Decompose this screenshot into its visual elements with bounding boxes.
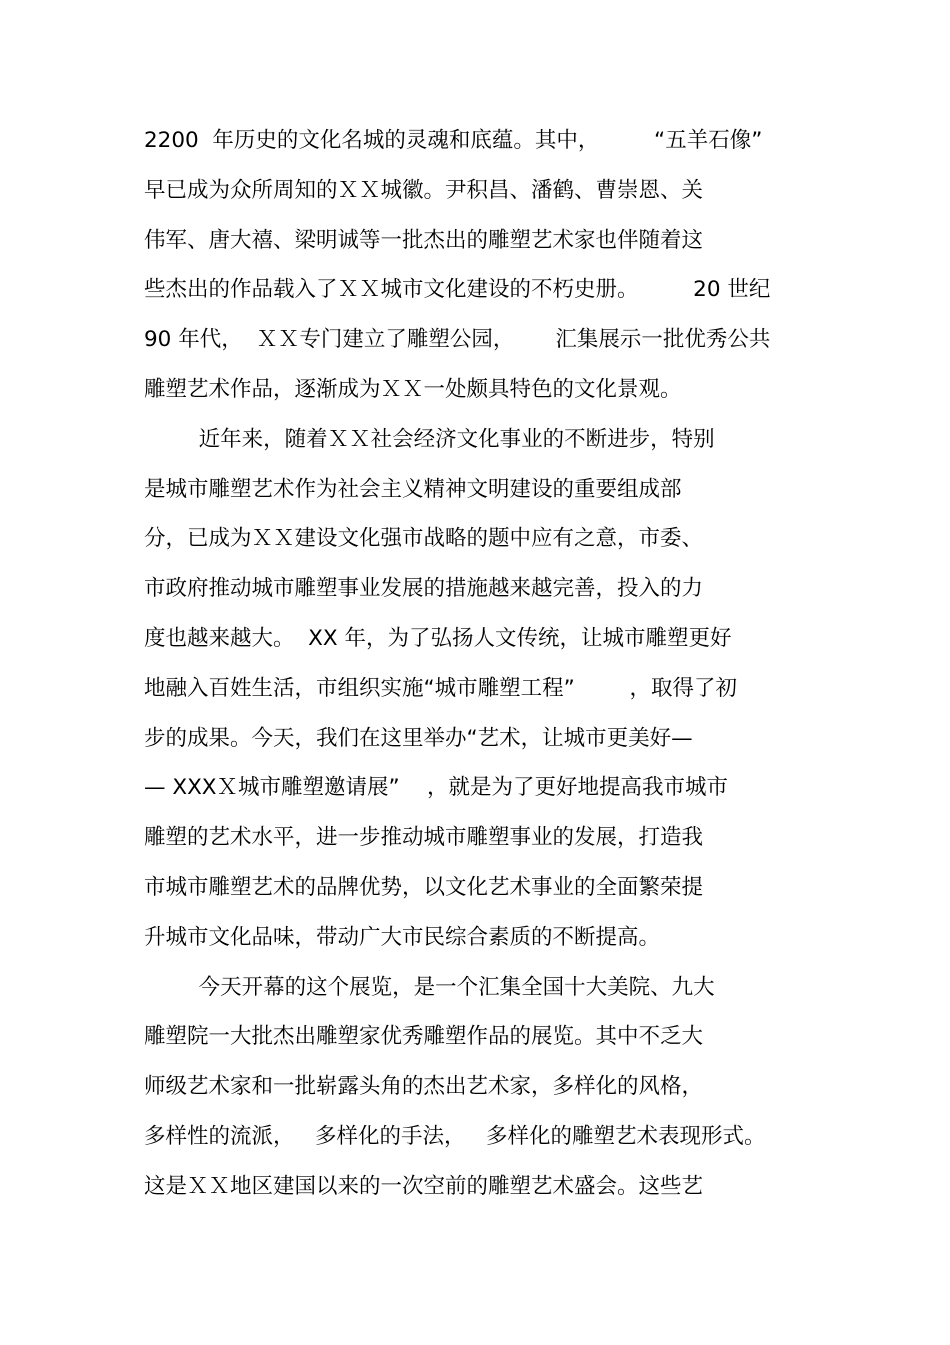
text-line: 2200 年历史的文化名城的灵魂和底蕴。其中， “五羊石像” [144,128,763,153]
text-line: 些杰出的作品载入了ＸＸ城市文化建设的不朽史册。 20 世纪 [144,277,771,303]
text-line: 地融入百姓生活，市组织实施“城市雕塑工程” ，取得了初 [144,675,737,701]
text-line: 90 年代， ＸＸ专门建立了雕塑公园， 汇集展示一批优秀公共 [144,327,771,353]
text-line: 多样性的流派， 多样化的手法， 多样化的雕塑艺术表现形式。 [144,1123,766,1149]
text-line: 市城市雕塑艺术的品牌优势，以文化艺术事业的全面繁荣提 [144,874,704,900]
document-body [144,116,824,1212]
text-line: 雕塑艺术作品，逐渐成为ＸＸ一处颇具特色的文化景观。 [144,376,682,402]
text-line: 度也越来越大。 XX 年，为了弘扬人文传统，让城市雕塑更好 [144,625,732,651]
text-line: 早已成为众所周知的ＸＸ城徽。尹积昌、潘鹤、曹崇恩、关 [144,177,704,203]
text-line: 伟军、唐大禧、梁明诚等一批杰出的雕塑艺术家也伴随着这 [144,227,704,253]
text-line: 分，已成为ＸＸ建设文化强市战略的题中应有之意，市委、 [144,526,704,552]
text-line: 升城市文化品味，带动广大市民综合素质的不断提高。 [144,924,661,950]
text-line: 这是ＸＸ地区建国以来的一次空前的雕塑艺术盛会。这些艺 [144,1173,704,1199]
text-line: 今天开幕的这个展览，是一个汇集全国十大美院、九大 [144,974,715,1000]
text-line: 是城市雕塑艺术作为社会主义精神文明建设的重要组成部 [144,476,682,502]
text-line: 步的成果。今天，我们在这里举办“艺术，让城市更美好— [144,725,693,751]
text-line: 近年来，随着ＸＸ社会经济文化事业的不断进步，特别 [144,426,715,452]
text-line: 市政府推动城市雕塑事业发展的措施越来越完善，投入的力 [144,576,704,602]
text-line: — XXXＸ城市雕塑邀请展” ，就是为了更好地提高我市城市 [144,775,728,801]
text-line: 师级艺术家和一批崭露头角的杰出艺术家，多样化的风格， [144,1074,704,1100]
text-line: 雕塑院一大批杰出雕塑家优秀雕塑作品的展览。其中不乏大 [144,1024,704,1050]
text-line: 雕塑的艺术水平，进一步推动城市雕塑事业的发展，打造我 [144,825,704,851]
